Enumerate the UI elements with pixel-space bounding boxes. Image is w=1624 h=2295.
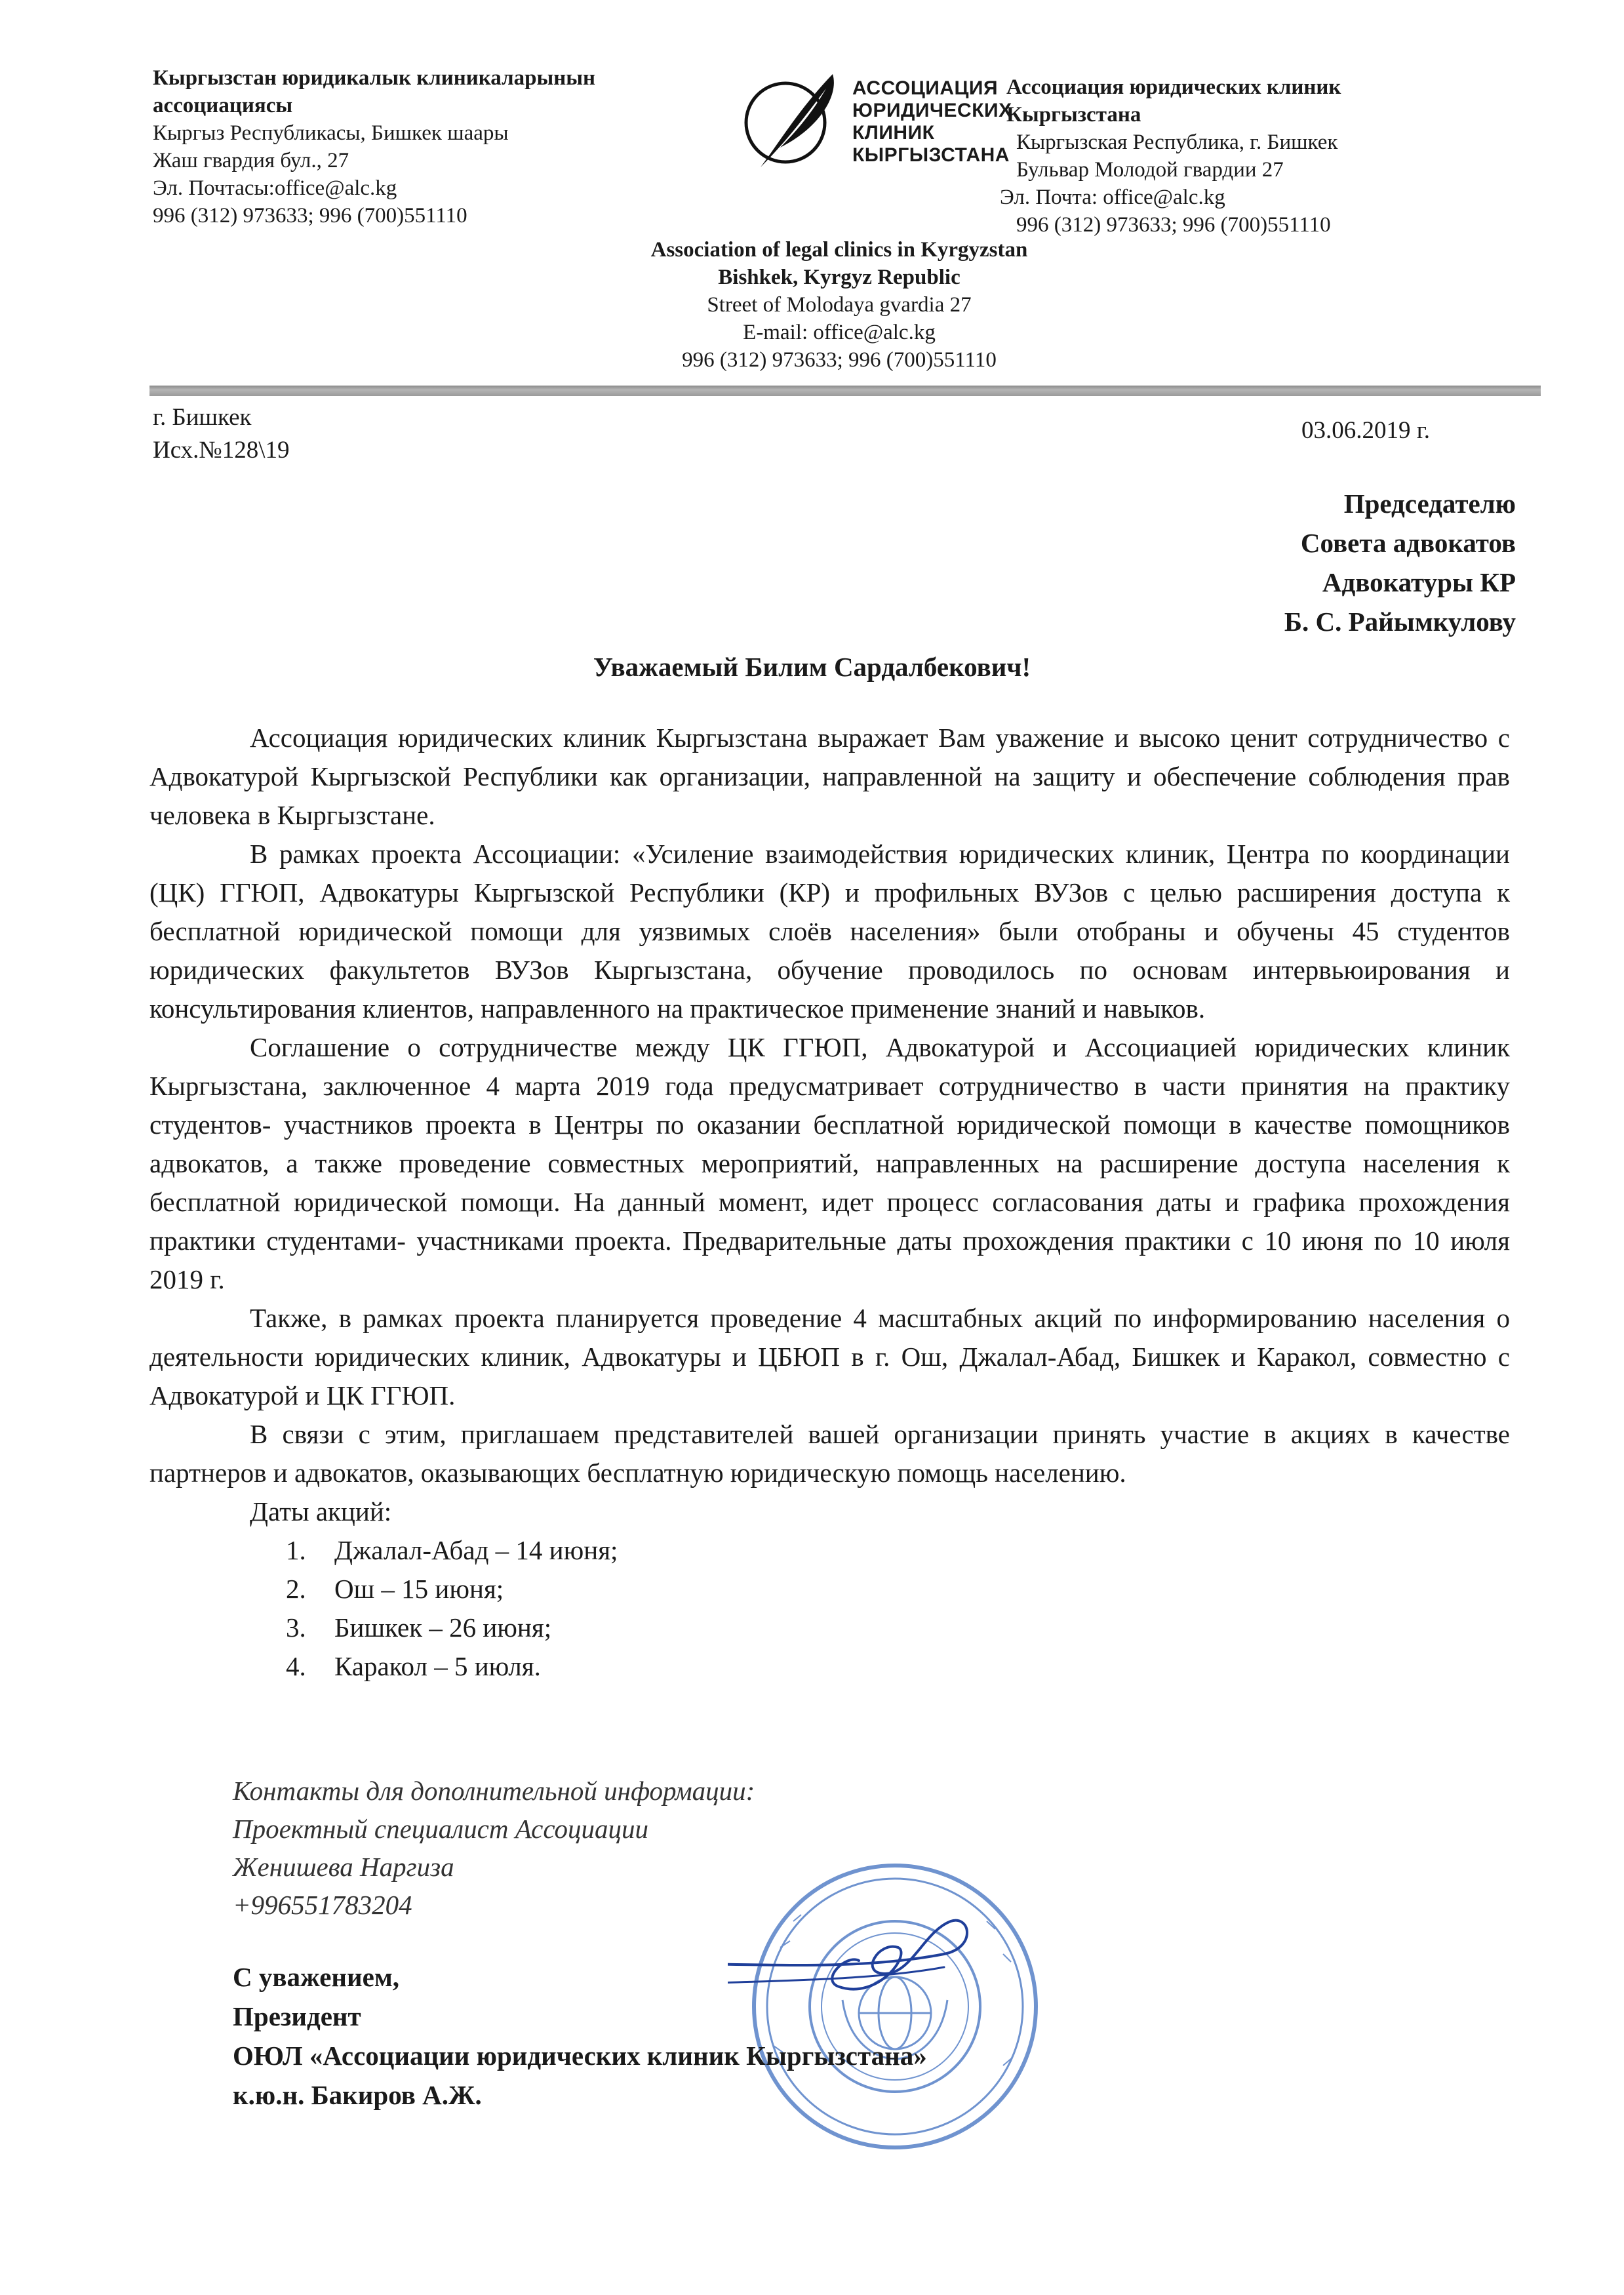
body-paragraph-4: Также, в рамках проекта планируется проведение 4 масштабных акций по информированию населения о деятельности юридических клиник, Адвокатуры и ЦБЮП в г. Ош, Джалал-Абад, Бишкек и Каракол, совместно с Адвокатурой и ЦК ГГЮП. [149,1303,1510,1410]
contacts-phone: +996551783204 [233,1890,412,1920]
header-english-block [544,236,1134,374]
list-item-text: Джалал-Абад – 14 июня; [334,1535,618,1565]
addressee-line-2: Совета адвокатов [1300,528,1516,558]
dates-label: Даты акций: [250,1496,392,1527]
logo-wordmark [852,77,1012,167]
addressee-line-3: Адвокатуры КР [1322,567,1516,597]
header-russian-phone: 996 (312) 973633; 996 (700)551110 [1016,213,1331,237]
contacts-heading: Контакты для дополнительной информации: [233,1776,755,1806]
header-english-street: Street of Molodaya gvardia 27 [707,293,972,317]
list-item-text: Ош – 15 июня; [334,1574,504,1604]
header-english-city: Bishkek, Kyrgyz Republic [718,266,961,289]
letter-body [149,719,1510,1686]
header-kyrgyz-org-name-2: ассоциациясы [153,94,293,117]
body-paragraph-5: В связи с этим, приглашаем представителей вашей организации принять участие в акциях в качестве партнеров и адвокатов, оказывающих бесплатную юридическую помощь населению. [149,1419,1510,1488]
letter-date: 03.06.2019 г. [1301,417,1431,444]
header-russian-org-name-2: Кыргызстана [1006,103,1141,127]
header-russian-country-city: Кыргызская Республика, г. Бишкек [1016,130,1338,154]
signature-closing: С уважением, [233,1962,400,1992]
logo-line-1: АССОЦИАЦИЯ [852,77,999,99]
quill-logo-icon [741,69,842,174]
logo-line-4: КЫРГЫЗСТАНА [852,144,1010,166]
header-kyrgyz-block [153,64,595,230]
header-english-org-name: Association of legal clinics in Kyrgyzstan [650,238,1028,262]
header-russian-org-name-1: Ассоциация юридических клиник [1006,75,1341,99]
body-paragraph-3: Соглашение о сотрудничестве между ЦК ГГЮП, Адвокатурой и Ассоциацией юридических клиник Кыргызстана, заключенное 4 марта 2019 года предусматривает сотрудничество в части принятия на практику студентов- участников проекта в Центры по оказании бесплатной юридической помощи в качестве помощников адвокатов, а также проведение совместных мероприятий, направленных на расширение доступа населения к бесплатной юридической помощи. На данный момент, идет процесс согласования даты и графика прохождения практики студентами- участниками проекта. Предварительные даты прохождения практики с 10 июня по 10 июля 2019 г. [149,1032,1510,1294]
dates-list [149,1531,1510,1686]
header-kyrgyz-street: Жаш гвардия бул., 27 [153,149,349,172]
header-kyrgyz-org-name-1: Кыргызстан юридикалык клиникаларынын [153,66,596,90]
header-kyrgyz-phone: 996 (312) 973633; 996 (700)551110 [153,204,467,228]
logo [741,69,842,177]
logo-line-2: ЮРИДИЧЕСКИХ [852,100,1012,121]
list-item-text: Бишкек – 26 июня; [334,1612,552,1643]
list-item-text: Каракол – 5 июля. [334,1651,541,1681]
signature-title: Президент [233,2001,361,2031]
letter-ref-number: Исх.№128\19 [153,437,290,464]
header-russian-street: Бульвар Молодой гвардии 27 [1016,158,1284,182]
list-item-number: 3. [286,1612,306,1643]
signature-organization: ОЮЛ «Ассоциации юридических клиник Кыргызстана» [233,2041,927,2071]
list-item [286,1570,1510,1608]
list-item [286,1531,1510,1570]
header-kyrgyz-email: Эл. Почтасы:office@alc.kg [153,176,397,200]
list-item [286,1608,1510,1647]
list-item-number: 2. [286,1574,306,1604]
logo-line-3: КЛИНИК [852,122,935,144]
list-item [286,1647,1510,1686]
header-english-email: E-mail: office@alc.kg [743,321,936,344]
body-paragraph-1: Ассоциация юридических клиник Кыргызстана выражает Вам уважение и высоко ценит сотрудничество с Адвокатурой Кыргызской Республики как организации, направленной на защиту и обеспечение соблюдения прав человека в Кыргызстане. [149,723,1510,830]
signature-block [233,1957,927,2115]
list-item-number: 1. [286,1535,306,1565]
addressee-line-1: Председателю [1343,489,1516,519]
letter-city: г. Бишкек [153,404,252,431]
greeting: Уважаемый Билим Сардалбекович! [593,652,1031,682]
contacts-role: Проектный специалист Ассоциации [233,1814,649,1844]
header-kyrgyz-country-city: Кыргыз Республикасы, Бишкек шаары [153,121,509,145]
addressee-line-4: Б. С. Райымкулову [1284,607,1516,637]
header-russian-email: Эл. Почта: office@alc.kg [1000,186,1225,209]
list-item-number: 4. [286,1651,306,1681]
header-divider [149,386,1541,396]
contacts-block [233,1772,755,1924]
addressee-block [1284,484,1516,641]
header-russian-block [1000,73,1341,239]
contacts-person: Женишева Наргиза [233,1852,454,1882]
letter-meta [153,401,290,467]
body-paragraph-2: В рамках проекта Ассоциации: «Усиление взаимодействия юридических клиник, Центра по координации (ЦК) ГГЮП, Адвокатуры Кыргызской Республики (КР) и профильных ВУЗов с целью расширения доступа к бесплатной юридической помощи для уязвимых слоёв населения» были отобраны и обучены 45 студентов юридических факультетов ВУЗов Кыргызстана, обучение проводилось по основам интервьюирования и консультирования клиентов, направленного на практическое применение знаний и навыков. [149,839,1510,1024]
header-english-phone: 996 (312) 973633; 996 (700)551110 [682,348,997,372]
signature-name: к.ю.н. Бакиров А.Ж. [233,2080,482,2110]
